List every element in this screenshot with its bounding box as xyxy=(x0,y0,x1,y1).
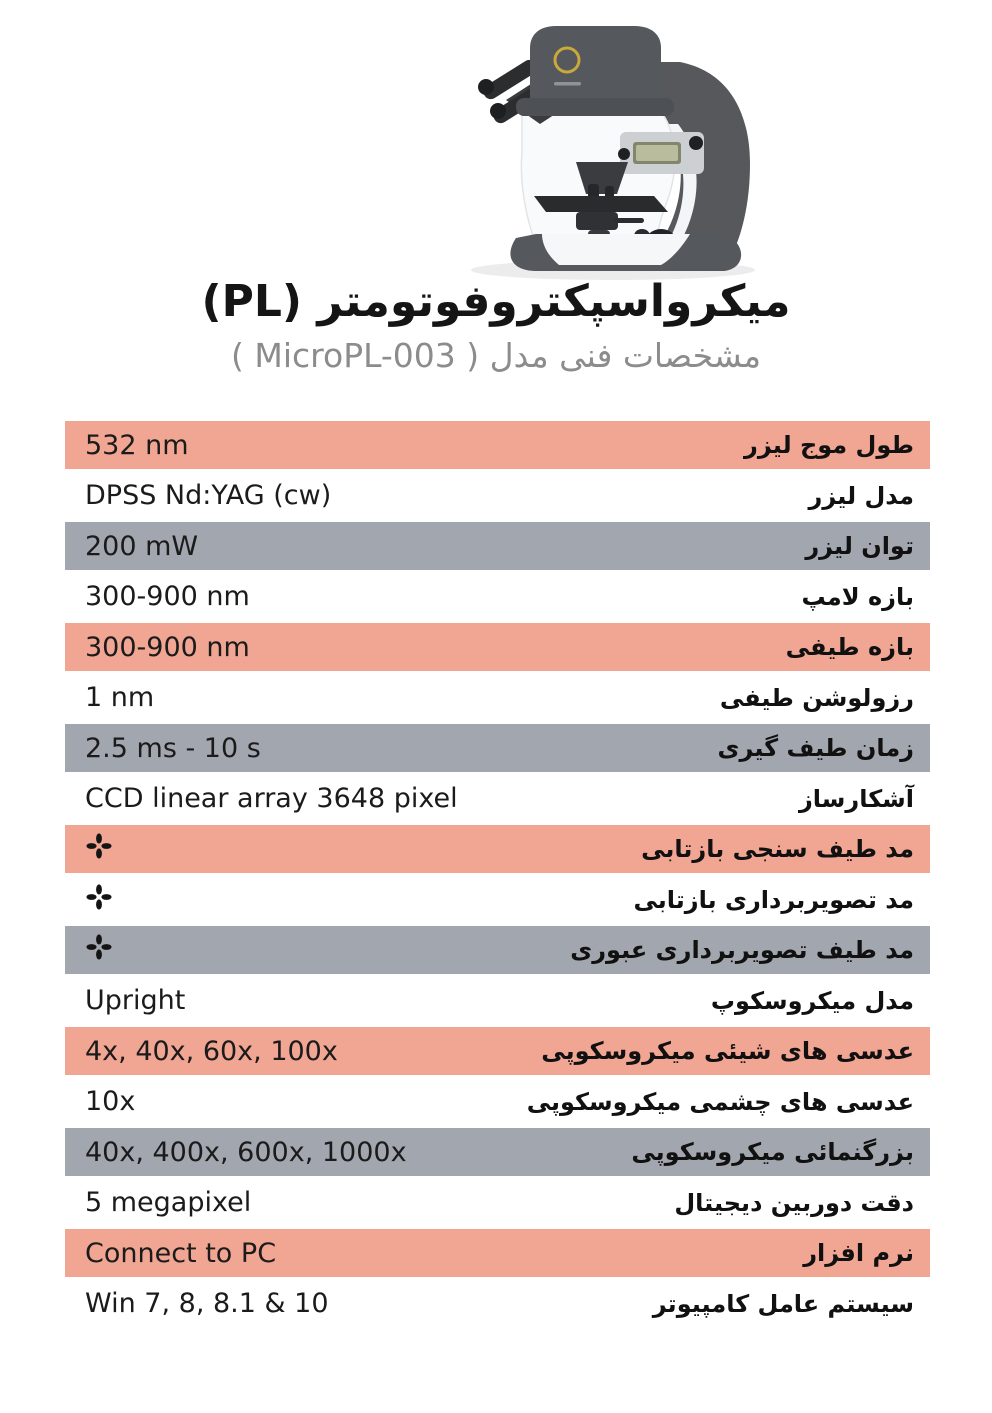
spec-row xyxy=(65,1078,930,1126)
spec-value: 5 megapixel xyxy=(85,1187,252,1218)
spec-row xyxy=(65,775,930,823)
spec-value xyxy=(85,933,113,967)
spec-value: CCD linear array 3648 pixel xyxy=(85,783,458,814)
spec-label: توان لیزر xyxy=(805,532,914,560)
spec-row xyxy=(65,623,930,671)
spec-label: مد تصویربرداری بازتابی xyxy=(633,885,914,914)
spec-value: Win 7, 8, 8.1 & 10 xyxy=(85,1288,329,1319)
spec-label: رزولوشن طیفی xyxy=(719,683,914,712)
spec-value: 2.5 ms - 10 s xyxy=(85,732,261,764)
spec-label: بزرگنمائی میکروسکوپی xyxy=(631,1138,914,1166)
spec-row xyxy=(65,421,930,469)
page-title: میکرواسپکتروفوتومتر (PL) xyxy=(201,276,791,327)
four-petal-asterisk-icon xyxy=(85,832,113,860)
spec-label: عدسی های شیئی میکروسکوپی xyxy=(541,1037,914,1065)
microscope-product-image xyxy=(428,4,770,292)
spec-value xyxy=(85,883,113,917)
spec-label: بازه طیفی xyxy=(785,633,914,661)
spec-value: 300-900 nm xyxy=(85,581,250,612)
spec-row xyxy=(65,825,930,873)
spec-value: Connect to PC xyxy=(85,1237,277,1269)
spec-value: 40x, 400x, 600x, 1000x xyxy=(85,1136,407,1168)
spec-value: 10x xyxy=(85,1086,136,1117)
spec-value: 1 nm xyxy=(85,682,155,713)
spec-label: بازه لامپ xyxy=(801,582,914,611)
spec-label: زمان طیف گیری xyxy=(717,734,914,762)
spec-row xyxy=(65,522,930,570)
spec-value xyxy=(85,832,113,866)
spec-value: 300-900 nm xyxy=(85,631,250,663)
spec-value: 4x, 40x, 60x, 100x xyxy=(85,1035,338,1067)
spec-label: سیستم عامل کامپیوتر xyxy=(652,1289,914,1318)
spec-row xyxy=(65,1229,930,1277)
spec-row xyxy=(65,1280,930,1328)
spec-row xyxy=(65,876,930,924)
spec-row xyxy=(65,573,930,621)
spec-table xyxy=(65,421,930,1330)
spec-row xyxy=(65,472,930,520)
spec-row xyxy=(65,674,930,722)
spec-label: مد طیف سنجی بازتابی xyxy=(641,835,914,863)
four-petal-asterisk-icon xyxy=(85,933,113,961)
spec-label: دقت دوربین دیجیتال xyxy=(674,1188,914,1217)
spec-value: 532 nm xyxy=(85,429,189,461)
four-petal-asterisk-icon xyxy=(85,883,113,911)
spec-row xyxy=(65,1027,930,1075)
spec-label: عدسی های چشمی میکروسکوپی xyxy=(526,1087,914,1116)
spec-label: مد طیف تصویربرداری عبوری xyxy=(570,936,914,964)
page-subtitle: مشخصات فنی مدل ( MicroPL-003 ) xyxy=(231,336,761,375)
spec-row xyxy=(65,926,930,974)
spec-row xyxy=(65,1179,930,1227)
microscope-illustration xyxy=(428,4,770,292)
spec-label: نرم افزار xyxy=(803,1239,914,1267)
spec-value: Upright xyxy=(85,985,186,1016)
spec-label: مدل لیزر xyxy=(808,481,914,510)
spec-value: DPSS Nd:YAG (cw) xyxy=(85,480,332,511)
spec-row xyxy=(65,724,930,772)
spec-label: آشکارساز xyxy=(798,784,914,813)
spec-row xyxy=(65,977,930,1025)
spec-label: مدل میکروسکوپ xyxy=(710,986,914,1015)
spec-row xyxy=(65,1128,930,1176)
spec-label: طول موج لیزر xyxy=(744,431,914,459)
spec-value: 200 mW xyxy=(85,530,199,562)
